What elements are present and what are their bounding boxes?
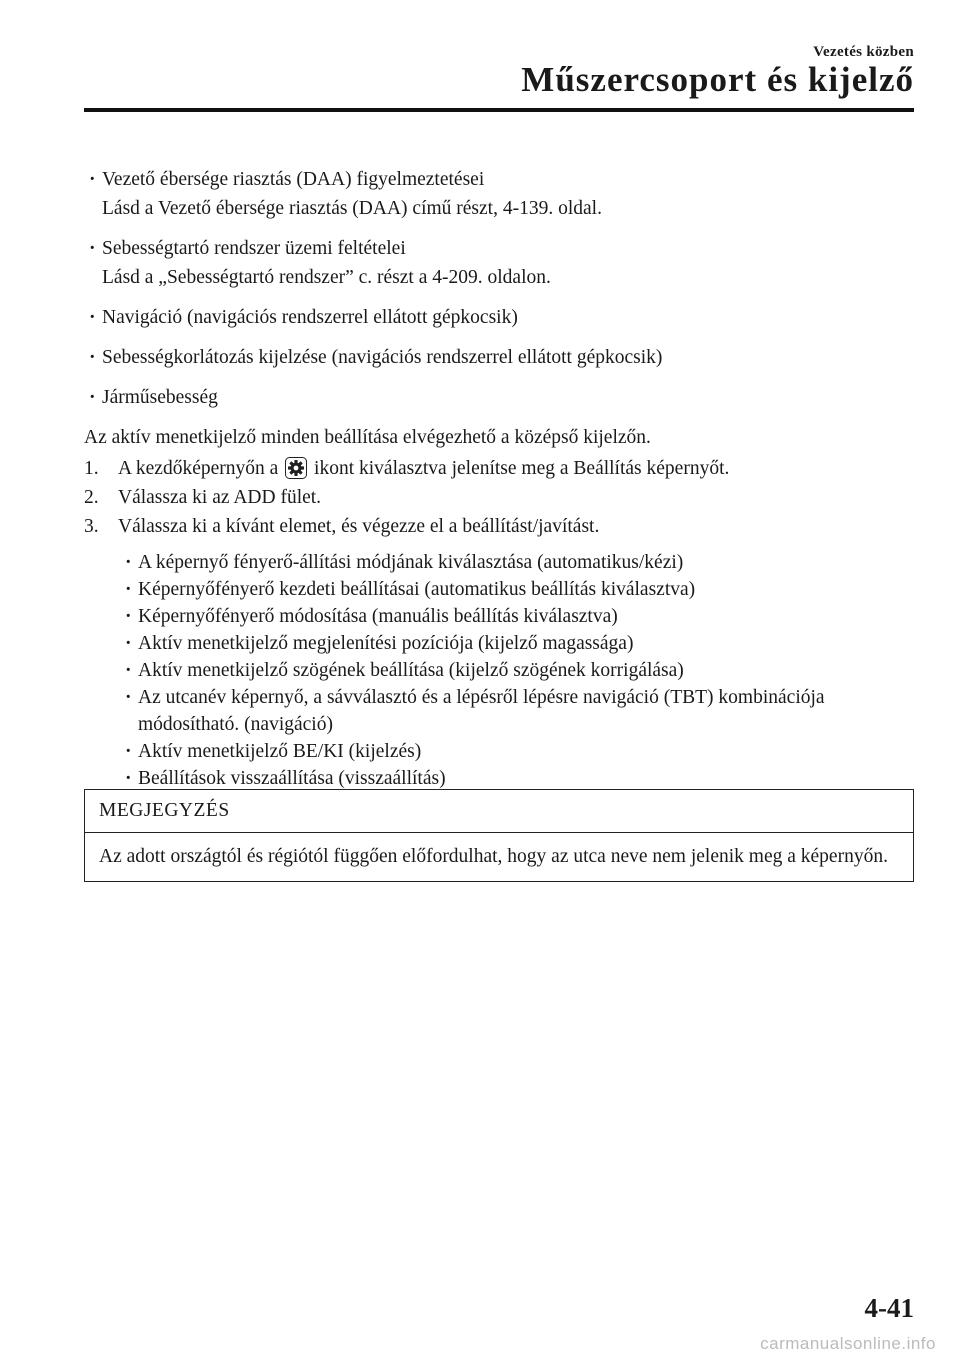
list-item <box>120 765 914 792</box>
list-item <box>84 343 914 372</box>
step-item <box>84 454 914 483</box>
list-item-text: Vezető ébersége riasztás (DAA) figyelmeztetései <box>102 169 485 190</box>
note-heading: MEGJEGYZÉS <box>85 790 913 833</box>
step-text-before: A kezdőképernyőn a <box>118 458 279 479</box>
note-body: Az adott országtól és régiótól függően előfordulhat, hogy az utca neve nem jelenik meg a képernyőn. <box>99 846 888 867</box>
list-item-text: A képernyő fényerő-állítási módjának kiválasztása (automatikus/kézi) <box>138 552 684 573</box>
settings-option-list <box>120 549 914 792</box>
list-item-text: Beállítások visszaállítása (visszaállítás) <box>138 768 446 789</box>
list-item <box>120 684 914 738</box>
step-text: Válassza ki az ADD fület. <box>118 487 322 508</box>
header-rule <box>84 108 914 112</box>
bullet-dot: · <box>125 633 132 654</box>
step-text-after: ikont kiválasztva jelenítse meg a Beállítás képernyőt. <box>314 458 730 479</box>
list-item <box>84 234 914 292</box>
step-number: 1. <box>84 458 99 479</box>
bullet-dot: · <box>125 606 132 627</box>
bullet-dot: · <box>125 687 132 708</box>
bullet-dot: · <box>125 660 132 681</box>
list-item-text: Aktív menetkijelző szögének beállítása (kijelző szögének korrigálása) <box>138 660 684 681</box>
step-item <box>84 512 914 541</box>
list-item-text: Az utcanév képernyő, a sávválasztó és a lépésről lépésre navigáció (TBT) kombinációja módosítható. (navigáció) <box>138 687 825 735</box>
list-item-reference: Lásd a „Sebességtartó rendszer” c. részt a 4-209. oldalon. <box>102 267 551 288</box>
list-item <box>120 576 914 603</box>
page-number: 4-41 <box>864 1293 914 1323</box>
step-number: 3. <box>84 516 99 537</box>
step-text: Válassza ki a kívánt elemet, és végezze el a beállítást/javítást. <box>118 516 600 537</box>
list-item-text: Aktív menetkijelző BE/KI (kijelzés) <box>138 741 422 762</box>
list-item-text: Képernyőfényerő módosítása (manuális beállítás kiválasztva) <box>138 606 618 627</box>
bullet-dot: · <box>125 552 132 573</box>
list-item-text: Navigáció (navigációs rendszerrel ellátott gépkocsik) <box>102 307 518 328</box>
bullet-dot: · <box>89 307 96 328</box>
step-item <box>84 483 914 512</box>
list-item <box>120 549 914 576</box>
gear-icon <box>285 457 307 479</box>
step-list <box>84 454 914 541</box>
header-section: Vezetés közben <box>813 44 914 60</box>
watermark: carmanualsonline.info <box>760 1334 936 1353</box>
list-item-reference: Lásd a Vezető ébersége riasztás (DAA) című részt, 4-139. oldal. <box>102 198 602 219</box>
bullet-list <box>84 165 914 412</box>
main-content <box>84 165 914 792</box>
step-number: 2. <box>84 487 99 508</box>
bullet-dot: · <box>125 579 132 600</box>
list-item <box>120 657 914 684</box>
list-item <box>120 738 914 765</box>
list-item <box>120 603 914 630</box>
list-item-text: Aktív menetkijelző megjelenítési pozíciója (kijelző magassága) <box>138 633 634 654</box>
list-item-text: Járműsebesség <box>102 387 218 408</box>
list-item-text: Sebességtartó rendszer üzemi feltételei <box>102 238 406 259</box>
bullet-dot: · <box>89 238 96 259</box>
bullet-dot: · <box>89 387 96 408</box>
bullet-dot: · <box>89 347 96 368</box>
list-item <box>84 165 914 223</box>
note-box <box>84 789 914 882</box>
list-item <box>84 383 914 412</box>
list-item-text: Képernyőfényerő kezdeti beállításai (automatikus beállítás kiválasztva) <box>138 579 696 600</box>
bullet-dot: · <box>125 741 132 762</box>
intro-paragraph: Az aktív menetkijelző minden beállítása elvégezhető a középső kijelzőn. <box>84 427 651 448</box>
page-title: Műszercsoport és kijelző <box>521 60 914 99</box>
bullet-dot: · <box>89 169 96 190</box>
list-item <box>120 630 914 657</box>
list-item-text: Sebességkorlátozás kijelzése (navigációs rendszerrel ellátott gépkocsik) <box>102 347 663 368</box>
bullet-dot: · <box>125 768 132 789</box>
list-item <box>84 303 914 332</box>
